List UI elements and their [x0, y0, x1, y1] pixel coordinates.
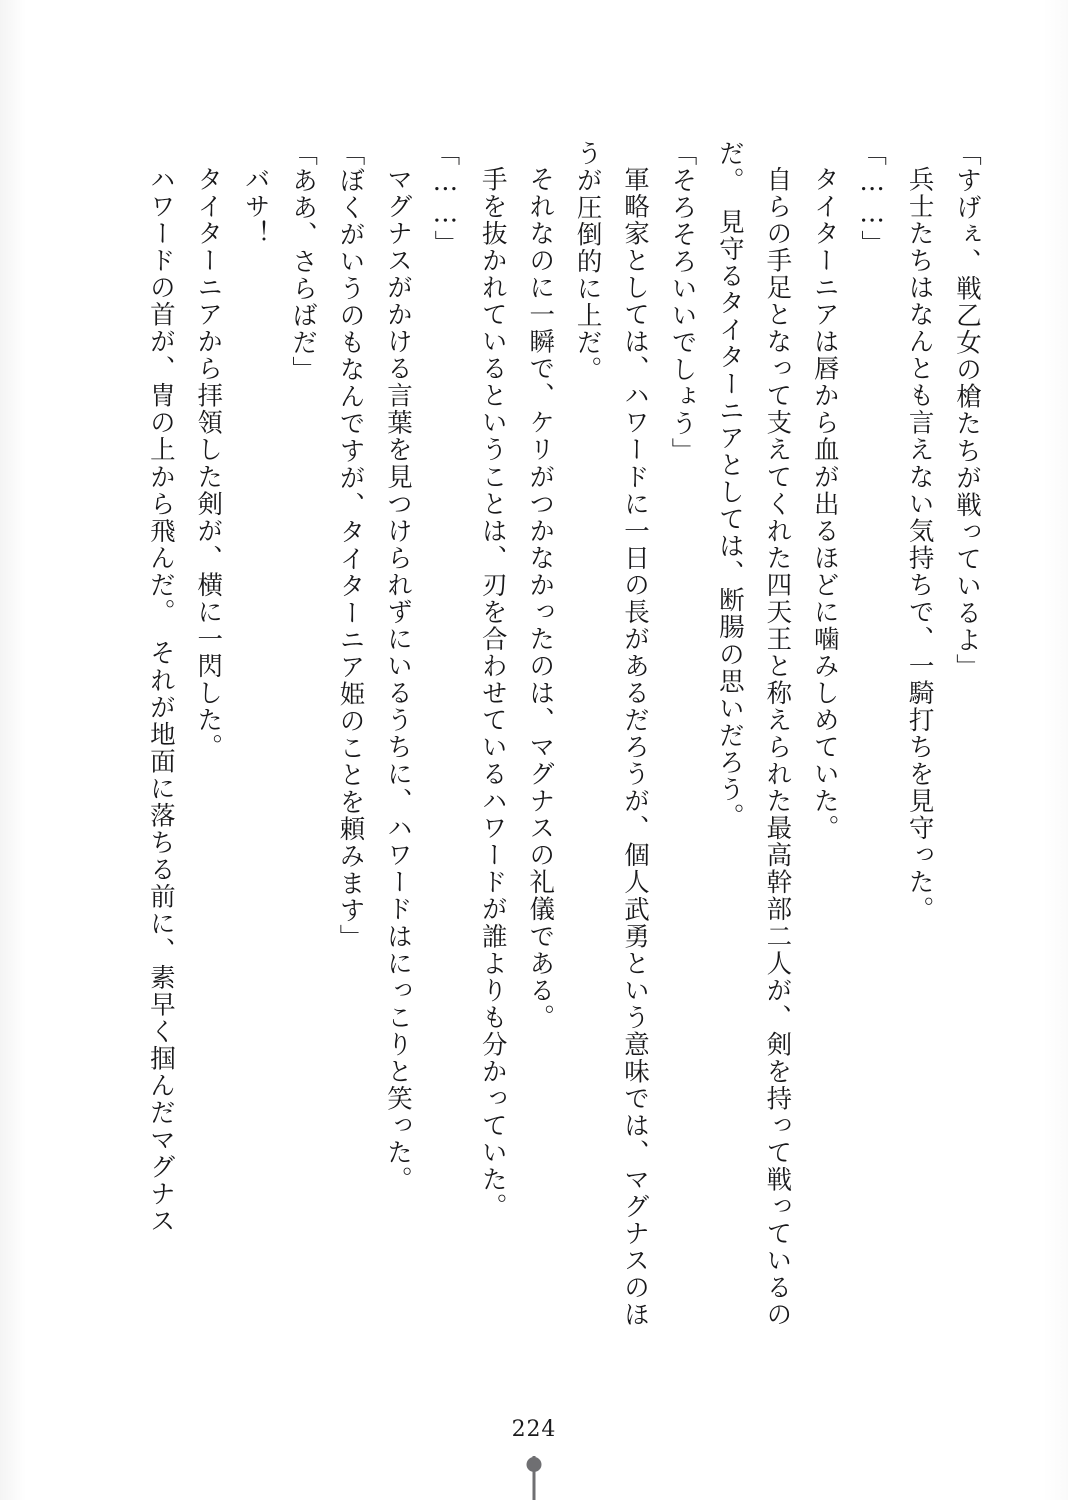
paragraph: それなのに一瞬で、ケリがつかなかったのは、マグナスの礼儀である。: [525, 165, 556, 1031]
paragraph: 「すげぇ、戦乙女の槍たちが戦っているよ」: [952, 140, 982, 681]
paragraph: 「……」: [430, 140, 461, 258]
page-left-edge-shading: [0, 0, 26, 1500]
paragraph: ハワードの首が、冑の上から飛んだ。 それが地面に落ちる前に、素早く掴んだマグナス: [145, 165, 176, 1234]
paragraph: 兵士たちはなんとも言えない気持ちで、一騎打ちを見守った。: [904, 165, 935, 923]
paragraph: タイターニアは唇から血が出るほどに噛みしめていた。: [809, 165, 840, 842]
paragraph: 手を抜かれているということは、刃を合わせているハワードが誰よりも分かっていた。: [477, 165, 508, 1220]
paragraph: バサ！: [240, 165, 271, 247]
spine-dot-icon: [527, 1457, 542, 1472]
paragraph: 軍略家としては、ハワードに一日の長があるだろうが、個人武勇という意味では、マグナスのほうが圧倒的に上だ。: [572, 140, 651, 1328]
paragraph: タイターニアから拝領した剣が、横に一閃した。: [193, 165, 224, 761]
paragraph: 「ぼくがいうのもなんですが、タイターニア姫のことを頼みます」: [335, 140, 366, 951]
page-text-body: [110, 140, 990, 1350]
page-number: 224: [511, 1417, 557, 1442]
paragraph: 「ああ、さらばだ」: [288, 140, 319, 384]
paragraph: 「……」: [857, 140, 888, 258]
paragraph: 「そろそろいいでしょう」: [667, 140, 698, 465]
paragraph: 自らの手足となって支えてくれた四天王と称えられた最高幹部二人が、剣を持って戦っているのだ。 見守るタイターニアとしては、断腸の思いだろう。: [714, 140, 793, 1328]
page-right-edge-shading: [1042, 0, 1068, 1500]
paragraph: マグナスがかける言葉を見つけられずにいるうちに、ハワードはにっこりと笑った。: [382, 165, 413, 1193]
